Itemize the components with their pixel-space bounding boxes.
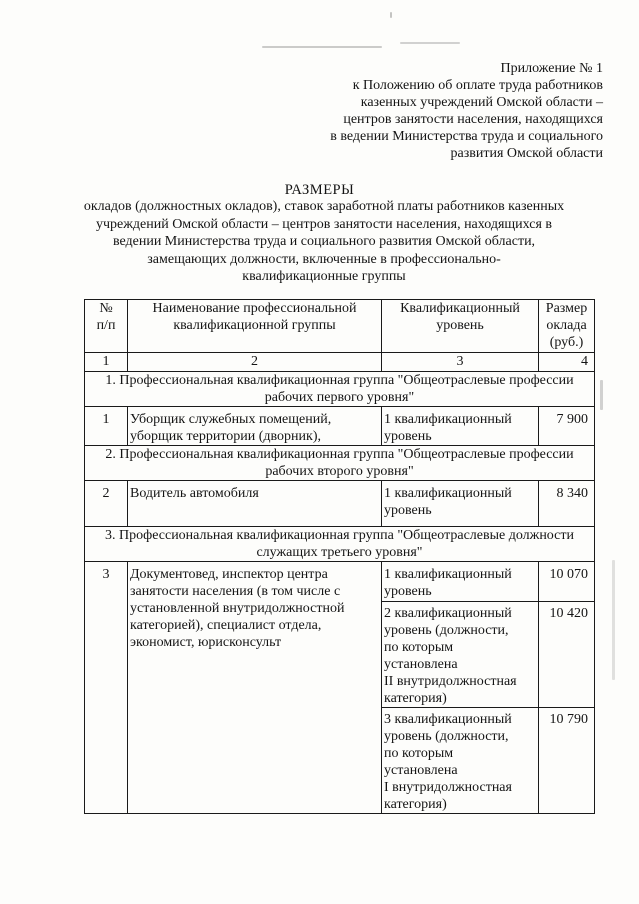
- salary-cell: 8 340: [539, 481, 595, 527]
- scan-noise: [600, 380, 603, 410]
- row-num: 3: [85, 562, 128, 814]
- group-title-row: [85, 372, 595, 407]
- scan-noise: [400, 42, 460, 44]
- header-num: № п/п: [85, 300, 128, 353]
- appendix-line: Приложение № 1: [500, 61, 603, 76]
- scan-noise: [390, 12, 392, 18]
- level-cell: 3 квалификационный уровень (должности, по которым установлена I внутридолжностная категория): [382, 708, 539, 814]
- header-group: Наименование профессиональной квалификационной группы: [128, 300, 382, 353]
- document-title: РАЗМЕРЫ: [284, 182, 355, 198]
- appendix-line: развития Омской области: [450, 146, 603, 161]
- table-row: [85, 562, 595, 602]
- salary-table: [84, 299, 595, 814]
- salary-cell: 10 070: [539, 562, 595, 602]
- appendix-line: в ведении Министерства труда и социального: [330, 129, 603, 144]
- appendix-header: [263, 60, 603, 162]
- column-index-row: [85, 353, 595, 372]
- header-level: Квалификационный уровень: [382, 300, 539, 353]
- position-cell: Документовед, инспектор центра занятости населения (в том числе с установленной внутридолжностной категорией), специалист отдела, экономист, юрисконсульт: [128, 562, 382, 814]
- salary-cell: 10 420: [539, 602, 595, 708]
- index-cell: 1: [85, 353, 128, 372]
- salary-cell: 7 900: [539, 407, 595, 446]
- scan-noise: [262, 46, 382, 48]
- scan-noise: [612, 560, 615, 680]
- index-cell: 2: [128, 353, 382, 372]
- row-num: 1: [85, 407, 128, 446]
- level-cell: 1 квалификационный уровень: [382, 562, 539, 602]
- salary-cell: 10 790: [539, 708, 595, 814]
- table-row: [85, 481, 595, 527]
- group-title: 1. Профессиональная квалификационная группа "Общеотраслевые профессии рабочих первого уровня": [85, 372, 595, 407]
- table-header-row: [85, 300, 595, 353]
- document-subtitle: [78, 198, 570, 286]
- level-cell: 2 квалификационный уровень (должности, по которым установлена II внутридолжностная категория): [382, 602, 539, 708]
- level-cell: 1 квалификационный уровень: [382, 407, 539, 446]
- group-title-row: [85, 446, 595, 481]
- index-cell: 4: [539, 353, 595, 372]
- subtitle-line: окладов (должностных окладов), ставок заработной платы работников казенных: [83, 199, 565, 214]
- level-cell: 1 квалификационный уровень: [382, 481, 539, 527]
- header-salary: Размер оклада (руб.): [539, 300, 595, 353]
- group-title: 3. Профессиональная квалификационная группа "Общеотраслевые должности служащих третьего уровня": [85, 527, 595, 562]
- row-num: 2: [85, 481, 128, 527]
- position-cell: Водитель автомобиля: [128, 481, 382, 527]
- subtitle-line: ведении Министерства труда и социального развития Омской области,: [112, 234, 536, 249]
- appendix-line: центров занятости населения, находящихся: [343, 112, 603, 127]
- subtitle-line: квалификационные группы: [242, 269, 406, 284]
- table-row: [85, 407, 595, 446]
- subtitle-line: учреждений Омской области – центров занятости населения, находящихся в: [95, 216, 553, 232]
- appendix-line: к Положению об оплате труда работников: [352, 78, 603, 93]
- subtitle-line: замещающих должности, включенные в профессионально-: [147, 251, 501, 267]
- position-cell: Уборщик служебных помещений, уборщик территории (дворник),: [128, 407, 382, 446]
- group-title: 2. Профессиональная квалификационная группа "Общеотраслевые профессии рабочих второго уровня": [85, 446, 595, 481]
- group-title-row: [85, 527, 595, 562]
- appendix-line: казенных учреждений Омской области –: [360, 95, 603, 110]
- index-cell: 3: [382, 353, 539, 372]
